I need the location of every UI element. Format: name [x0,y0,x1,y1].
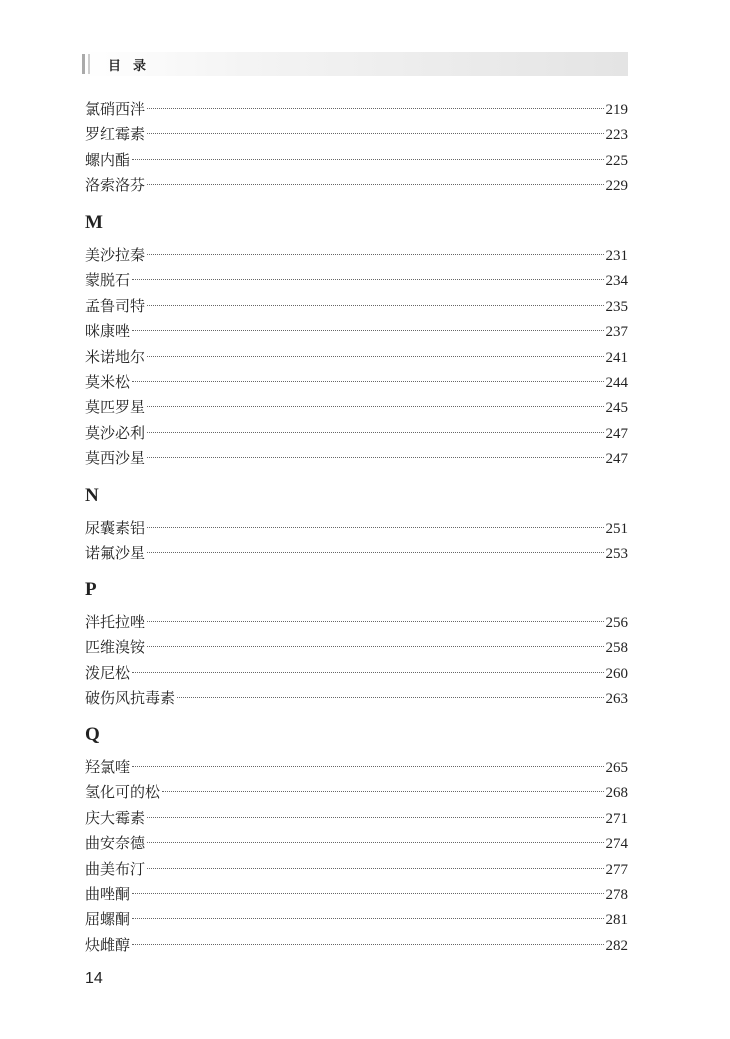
entry-page: 282 [605,937,628,954]
dot-leader [147,406,603,407]
entry-page: 247 [605,451,628,468]
entry-page: 274 [605,836,628,853]
toc-entry[interactable] [85,610,628,635]
dot-leader [147,527,603,528]
dot-leader [147,356,603,357]
toc-entry[interactable] [85,243,628,268]
dot-leader [147,817,603,818]
entry-page: 234 [605,273,628,290]
dot-leader [132,893,603,894]
entry-page: 258 [605,640,628,657]
dot-leader [147,184,603,185]
entry-page: 244 [605,374,628,391]
entry-page: 277 [605,861,628,878]
entry-title: 曲美布汀 [85,859,146,878]
header-decoration [82,54,85,74]
entry-title: 庆大霉素 [85,808,146,827]
entry-title: 莫西沙星 [85,449,146,468]
entry-title: 屈螺酮 [85,910,131,929]
entry-title: 尿囊素铝 [85,519,146,537]
entry-title: 螺内酯 [85,150,131,169]
entry-title: 匹维溴铵 [85,638,146,657]
toc-entry[interactable] [85,661,628,686]
entry-page: 223 [605,127,628,144]
entry-page: 251 [605,521,628,537]
entry-title: 炔雌醇 [85,935,131,954]
entry-title: 羟氯喹 [85,758,131,776]
entry-page: 271 [605,810,628,827]
dot-leader [132,159,603,160]
entry-title: 曲安奈德 [85,834,146,853]
toc-entry[interactable] [85,686,628,711]
entry-title: 孟鲁司特 [85,296,146,315]
section-letter: N [85,485,99,506]
entry-title: 氯硝西泮 [85,100,146,118]
entry-page: 235 [605,298,628,315]
dot-leader [147,842,603,843]
toc-entry[interactable] [85,370,628,395]
dot-leader [132,672,603,673]
entry-page: 225 [605,152,628,169]
toc-entry[interactable] [85,395,628,420]
entry-title: 罗红霉素 [85,125,146,144]
toc-entry[interactable] [85,446,628,471]
entry-title: 咪康唑 [85,322,131,341]
entry-page: 268 [605,785,628,802]
entry-title: 洛索洛芬 [85,176,146,195]
entry-title: 莫匹罗星 [85,398,146,417]
toc-section-m [85,210,628,472]
entry-page: 260 [605,665,628,682]
toc-entry[interactable] [85,268,628,293]
entry-title: 诺氟沙星 [85,544,146,563]
toc-section-p [85,577,628,712]
running-header [82,52,628,76]
entry-title: 美沙拉秦 [85,246,146,264]
toc-entry[interactable] [85,294,628,319]
entry-page: 219 [605,102,628,118]
dot-leader [147,432,603,433]
toc-entry[interactable] [85,516,628,541]
entry-title: 泮托拉唑 [85,613,146,631]
toc-entry[interactable] [85,907,628,932]
entry-page: 256 [605,615,628,631]
toc-entry[interactable] [85,122,628,147]
dot-leader [162,791,603,792]
entry-title: 米诺地尔 [85,347,146,366]
toc-entry[interactable] [85,541,628,566]
entry-page: 263 [605,691,628,708]
entry-title: 破伤风抗毒素 [85,689,176,708]
dot-leader [132,330,603,331]
entry-title: 蒙脱石 [85,271,131,290]
entry-page: 229 [605,178,628,195]
toc-section-q [85,722,628,958]
entry-title: 莫沙必利 [85,423,146,442]
toc-entry[interactable] [85,97,628,122]
entry-page: 247 [605,425,628,442]
toc-entry[interactable] [85,173,628,198]
dot-leader [147,254,603,255]
entry-page: 241 [605,349,628,366]
dot-leader [147,457,603,458]
dot-leader [147,133,603,134]
dot-leader [147,552,603,553]
dot-leader [132,766,603,767]
entry-page: 265 [605,760,628,776]
entry-title: 泼尼松 [85,663,131,682]
toc-entry[interactable] [85,933,628,958]
toc-entry[interactable] [85,421,628,446]
dot-leader [147,305,603,306]
toc-section [85,97,628,199]
entry-title: 曲唑酮 [85,884,131,903]
toc-entry[interactable] [85,780,628,805]
dot-leader [147,621,603,622]
page-number: 14 [85,970,103,987]
entry-page: 245 [605,400,628,417]
header-decoration [88,54,90,74]
section-letter: Q [85,724,100,745]
entry-page: 281 [605,912,628,929]
toc-section-n [85,483,628,567]
section-letter: M [85,212,103,233]
dot-leader [132,381,603,382]
entry-title: 莫米松 [85,372,131,391]
toc-entry[interactable] [85,345,628,370]
dot-leader [132,279,603,280]
toc-entry[interactable] [85,831,628,856]
section-letter: P [85,579,97,600]
entry-page: 231 [605,248,628,264]
entry-page: 253 [605,546,628,563]
toc-entry[interactable] [85,319,628,344]
dot-leader [132,944,603,945]
toc-entry[interactable] [85,635,628,660]
dot-leader [147,108,603,109]
toc-entry[interactable] [85,857,628,882]
toc-entry[interactable] [85,882,628,907]
dot-leader [147,868,603,869]
entry-page: 237 [605,324,628,341]
dot-leader [132,918,603,919]
toc-entry[interactable] [85,806,628,831]
dot-leader [147,646,603,647]
entry-title: 氢化可的松 [85,783,161,802]
entry-page: 278 [605,886,628,903]
toc-entry[interactable] [85,148,628,173]
toc-entry[interactable] [85,755,628,780]
header-title: 目录 [108,59,159,74]
dot-leader [177,697,603,698]
